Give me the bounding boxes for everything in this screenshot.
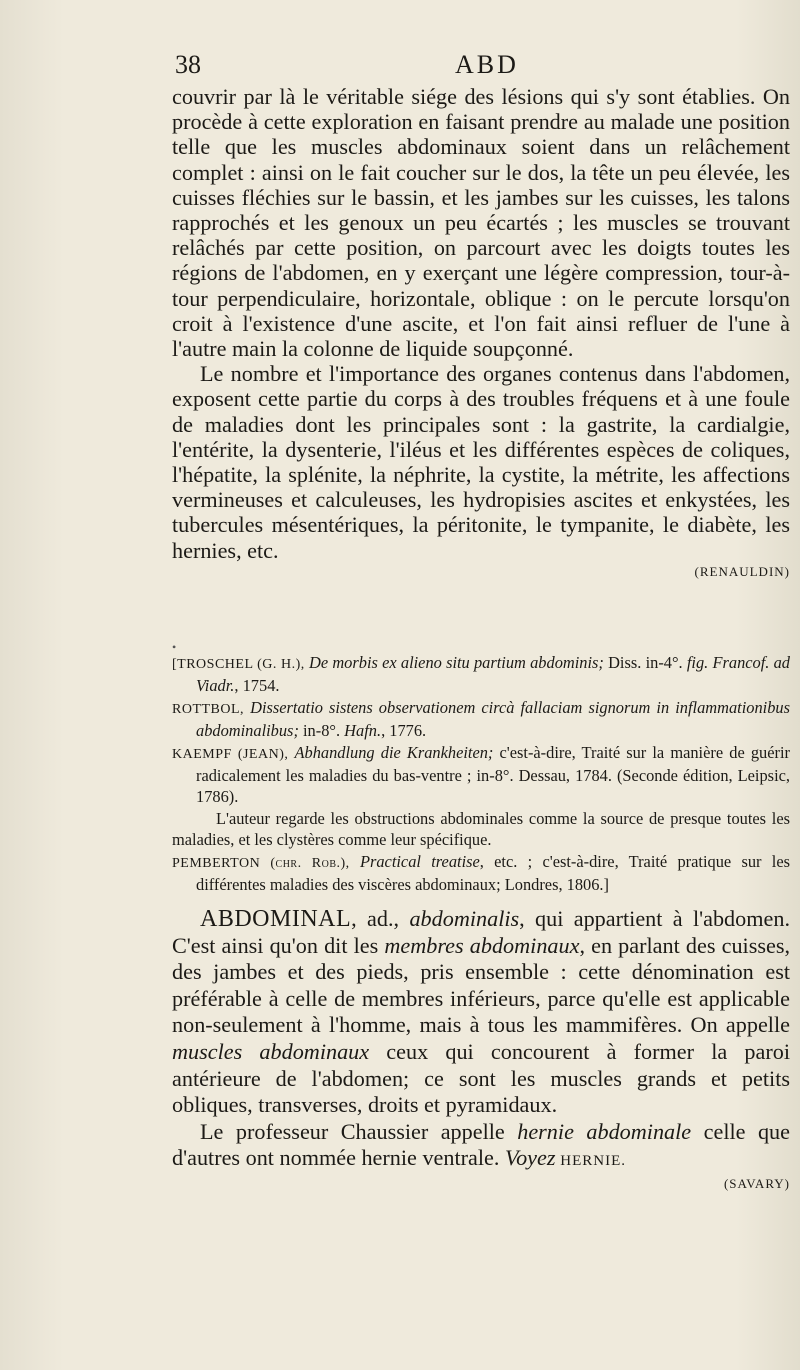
bib-details: in-8°. (298, 721, 345, 741)
latin-term: abdominalis (409, 906, 520, 931)
running-head: ABD (455, 50, 519, 79)
headword: ABDOMINAL (200, 906, 352, 932)
bib-details: Diss. in-4°. (603, 653, 683, 672)
paragraph (172, 906, 790, 1119)
bib-note: L'auteur regarde les obstructions abdominales comme la source de presque toutes les maladies, et les clystères comme leur spécifique. (172, 808, 790, 850)
paragraph (172, 1119, 790, 1175)
text-run: Le professeur Chaussier appelle (200, 1118, 518, 1144)
bib-author: [TROSCHEL (G. H.), (172, 657, 305, 672)
bib-entry (172, 652, 790, 697)
bib-entry (172, 742, 790, 808)
bullet-mark: • (172, 640, 177, 654)
text-run: , qui appartient à l'abdomen. C'est ainsi qu'on dit les (172, 906, 790, 958)
author-signature: (SAVARY) (723, 1175, 790, 1191)
bib-entry (172, 697, 790, 742)
text-run: ceux qui concourent à former la paroi antérieure de l'abdomen; ce sont les muscles grands et petits obliques, transverses, droits et pyramidaux. (172, 1038, 790, 1118)
bibliography (172, 652, 790, 895)
bib-details: c'est-à-dire, Traité sur la manière de guérir radicalement les maladies du bas-ventre ; in-8°. Dessau, 1784. (Seconde édition, Leipsic, 1786). (196, 742, 790, 807)
bib-author: KAEMPF (JEAN), (172, 746, 289, 762)
bib-place: Hafn. (344, 721, 382, 741)
bib-date: , 1776. (381, 721, 427, 741)
cross-reference: HERNIE. (555, 1153, 627, 1170)
bib-author: PEMBERTON (chr. Rob.), (172, 855, 350, 871)
term: hernie abdominale (517, 1118, 692, 1144)
bib-title: Practical treatise (359, 851, 480, 871)
page-number: 38 (175, 50, 201, 79)
paragraph: Le nombre et l'importance des organes contenus dans l'abdomen, exposent cette partie du corps à des troubles fréquens et à une foule de maladies dont les principales sont : la gastrite, la cardialgie, l'entérite, la dysenterie, l'iléus et les différentes espèces de coliques, l'hépatite, la splénite, la néphrite, la cystite, la métrite, les affections vermineuses et calculeuses, les hydropisies ascites et enkystées, les tubercules mésentériques, la péritonite, le tympanite, le diabète, les hernies, etc. (172, 361, 790, 563)
bib-title: De morbis ex alieno situ partium abdominis; (309, 653, 604, 672)
author-signature: (RENAULDIN) (694, 563, 790, 579)
bib-title: Dissertatio sistens observationem circà fallaciam signorum in inflammationibus abdominalibus; (196, 697, 790, 741)
bib-details: , etc. ; c'est-à-dire, Traité pratique sur les différentes maladies des viscères abdominaux; Londres, 1806.] (196, 851, 790, 895)
text-run: , ad., (351, 906, 410, 931)
text-run: , en parlant des cuisses, des jambes et des pieds, pris ensemble : cette dénomination est préférable à celle de membres inférieurs, parce qu'elle est applicable non-seulement à l'homme, mais à tous les mammifères. On appelle (172, 932, 790, 1038)
bib-title: Abhandlung die Krankheiten; (294, 742, 494, 762)
voyez-label: Voyez (505, 1145, 556, 1171)
entry-abdominal (172, 906, 790, 1193)
bib-author: ROTTBOL, (172, 701, 245, 717)
bib-date: , 1754. (234, 676, 280, 696)
text-run: celle que d'autres ont nommée hernie ventrale. (172, 1118, 790, 1171)
paragraph: couvrir par là le véritable siége des lésions qui s'y sont établies. On procède à cette exploration en faisant prendre au malade une position telle que les muscles abdominaux soient dans un relâchement complet : ainsi on le fait coucher sur le dos, la tête un peu élevée, les cuisses fléchies sur le bassin, et les jambes sur les cuisses, les talons rapprochés et les genoux un peu écartés ; les muscles se trouvant relâchés par cette position, on parcourt avec les doigts toutes les régions de l'abdomen, en y exerçant une légère compression, tour-à-tour perpendiculaire, horizontale, oblique : on le percute lorsqu'on croit à l'existence d'une ascite, et l'on fait ainsi refluer de l'une à l'autre main la colonne de liquide soupçonné. (172, 84, 790, 362)
term: membres abdominaux (384, 932, 580, 958)
bib-imprint: fig. Francof. ad Viadr. (196, 653, 790, 696)
bib-entry (172, 851, 790, 896)
continued-article (172, 84, 790, 581)
page-header (175, 50, 790, 82)
term: muscles abdominaux (172, 1038, 370, 1064)
